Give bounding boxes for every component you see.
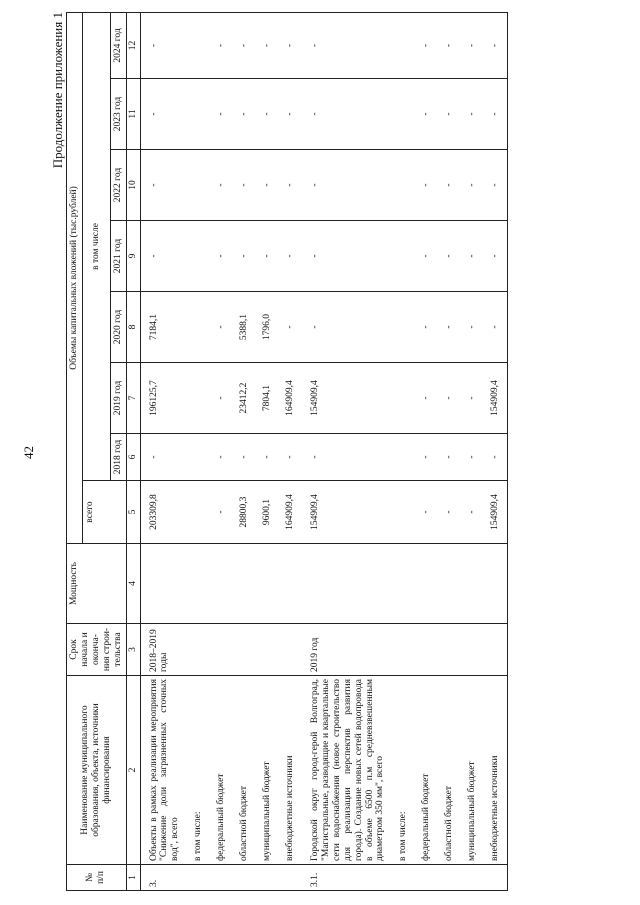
row-total: 203309,8	[140, 481, 187, 544]
page-number: 42	[21, 446, 36, 459]
row-year-value: 154909,4	[484, 363, 507, 434]
row-year-value: -	[279, 292, 302, 363]
table-body	[140, 12, 507, 890]
header-year: 2019 год	[110, 363, 126, 434]
row-year-value: -	[279, 79, 302, 150]
row-capacity	[187, 544, 210, 624]
row-term	[438, 624, 461, 676]
row-year-value	[392, 12, 415, 78]
row-term	[187, 624, 210, 676]
row-year-value: -	[302, 150, 392, 221]
row-name: муниципальный бюджет	[461, 676, 484, 865]
row-capacity	[392, 544, 415, 624]
row-year-value: -	[210, 150, 233, 221]
row-name: областной бюджет	[233, 676, 256, 865]
header-year: 2018 год	[110, 434, 126, 481]
row-year-value	[187, 221, 210, 292]
column-number: 7	[126, 363, 140, 434]
row-year-value: -	[438, 79, 461, 150]
column-number: 12	[126, 12, 140, 78]
header-name: Наименование муниципального образования, объекта, источники финансирования	[67, 676, 127, 865]
column-number: 2	[126, 676, 140, 865]
header-row-1	[67, 12, 83, 890]
row-year-value: -	[484, 221, 507, 292]
table-row	[484, 12, 507, 890]
row-year-value	[392, 221, 415, 292]
row-year-value: 5388,1	[233, 292, 256, 363]
row-name: внебюджетные источники	[279, 676, 302, 865]
row-year-value: -	[302, 434, 392, 481]
column-number: 3	[126, 624, 140, 676]
row-year-value: -	[140, 434, 187, 481]
row-year-value	[392, 363, 415, 434]
row-year-value: -	[210, 363, 233, 434]
row-year-value	[392, 150, 415, 221]
row-year-value: -	[210, 292, 233, 363]
row-total: -	[438, 481, 461, 544]
row-year-value	[392, 79, 415, 150]
row-name: Городской округ город-герой Волгоград, "Магистральные, разводящие и квартальные сети водоснабжения (новое строительство для реализации перспектив развития города). Создание новых сетей водопровода в объеме 6500 п.м средневзвешенным диаметром 350 мм", всего	[302, 676, 392, 865]
column-number: 10	[126, 150, 140, 221]
row-year-value: -	[256, 79, 279, 150]
row-term	[210, 624, 233, 676]
row-name: областной бюджет	[438, 676, 461, 865]
header-year: 2022 год	[110, 150, 126, 221]
row-total: -	[210, 481, 233, 544]
row-year-value: -	[438, 292, 461, 363]
row-year-value: -	[140, 12, 187, 78]
row-number	[438, 865, 461, 891]
row-number	[187, 865, 210, 891]
row-year-value: -	[461, 79, 484, 150]
row-year-value: -	[210, 12, 233, 78]
row-year-value: 23412,2	[233, 363, 256, 434]
table-row	[210, 12, 233, 890]
capital-investment-table	[66, 12, 508, 891]
row-year-value: 7184,1	[140, 292, 187, 363]
table-row	[187, 12, 210, 890]
row-year-value: 7804,1	[256, 363, 279, 434]
row-year-value: -	[233, 434, 256, 481]
row-number	[279, 865, 302, 891]
row-year-value	[187, 434, 210, 481]
column-number: 11	[126, 79, 140, 150]
table-row	[302, 12, 392, 890]
row-year-value: -	[415, 292, 438, 363]
row-term	[279, 624, 302, 676]
row-number	[233, 865, 256, 891]
row-term: 2019 год	[302, 624, 392, 676]
row-year-value: -	[302, 79, 392, 150]
row-year-value: -	[233, 150, 256, 221]
table-row	[256, 12, 279, 890]
row-year-value: -	[256, 12, 279, 78]
row-number	[256, 865, 279, 891]
row-year-value: -	[438, 363, 461, 434]
row-name: федеральный бюджет	[210, 676, 233, 865]
column-number: 6	[126, 434, 140, 481]
row-name: в том числе:	[392, 676, 415, 865]
table-row	[438, 12, 461, 890]
row-total: 164909,4	[279, 481, 302, 544]
column-number: 8	[126, 292, 140, 363]
row-number: 3.1.	[302, 865, 392, 891]
table-row	[461, 12, 484, 890]
row-total	[187, 481, 210, 544]
row-name: внебюджетные источники	[484, 676, 507, 865]
table-row	[233, 12, 256, 890]
row-year-value: -	[461, 363, 484, 434]
row-number	[210, 865, 233, 891]
row-number: 3.	[140, 865, 187, 891]
row-year-value: -	[256, 434, 279, 481]
header-incl: в том числе	[82, 12, 110, 480]
row-year-value	[187, 292, 210, 363]
row-year-value: -	[140, 79, 187, 150]
row-term	[415, 624, 438, 676]
row-year-value: -	[461, 150, 484, 221]
row-name: федеральный бюджет	[415, 676, 438, 865]
row-capacity	[461, 544, 484, 624]
row-year-value: -	[484, 12, 507, 78]
column-number: 5	[126, 481, 140, 544]
row-total: 9600,1	[256, 481, 279, 544]
column-number: 9	[126, 221, 140, 292]
header-term: Срок начала и оконча- ния строи- тельства	[67, 624, 127, 676]
row-capacity	[415, 544, 438, 624]
row-year-value: -	[484, 79, 507, 150]
row-year-value: 164909,4	[279, 363, 302, 434]
row-year-value: -	[302, 221, 392, 292]
row-total	[392, 481, 415, 544]
row-number	[484, 865, 507, 891]
table-row	[415, 12, 438, 890]
row-year-value: -	[461, 434, 484, 481]
row-year-value: 196125,7	[140, 363, 187, 434]
row-year-value	[187, 79, 210, 150]
row-capacity	[140, 544, 187, 624]
row-number	[461, 865, 484, 891]
header-total: всего	[82, 481, 126, 544]
row-capacity	[210, 544, 233, 624]
header-year: 2023 год	[110, 79, 126, 150]
row-term	[233, 624, 256, 676]
row-year-value: -	[140, 221, 187, 292]
row-total: 154909,4	[302, 481, 392, 544]
row-year-value: -	[415, 363, 438, 434]
column-number: 4	[126, 544, 140, 624]
row-year-value: -	[438, 12, 461, 78]
row-year-value	[187, 12, 210, 78]
table-subtitle: Продолжение приложения 1	[50, 12, 65, 169]
row-year-value	[187, 150, 210, 221]
row-year-value: -	[484, 292, 507, 363]
table-row	[279, 12, 302, 890]
row-year-value: -	[415, 221, 438, 292]
header-year: 2021 год	[110, 221, 126, 292]
row-year-value: -	[484, 150, 507, 221]
row-capacity	[256, 544, 279, 624]
row-number	[415, 865, 438, 891]
row-year-value: -	[415, 12, 438, 78]
row-total: 28800,3	[233, 481, 256, 544]
row-term: 2018–2019 годы	[140, 624, 187, 676]
row-year-value	[187, 363, 210, 434]
row-year-value	[392, 292, 415, 363]
row-year-value: -	[415, 79, 438, 150]
row-year-value: -	[279, 12, 302, 78]
table-row	[140, 12, 187, 890]
row-number	[392, 865, 415, 891]
row-name: в том числе:	[187, 676, 210, 865]
row-term	[392, 624, 415, 676]
row-term	[256, 624, 279, 676]
row-year-value: -	[461, 221, 484, 292]
row-year-value: -	[233, 79, 256, 150]
row-year-value: -	[438, 434, 461, 481]
row-total: -	[415, 481, 438, 544]
row-year-value: -	[302, 12, 392, 78]
header-year: 2020 год	[110, 292, 126, 363]
row-year-value: -	[233, 221, 256, 292]
header-capacity: Мощность	[67, 544, 127, 624]
row-year-value: -	[256, 221, 279, 292]
row-year-value: 1796,0	[256, 292, 279, 363]
row-year-value: -	[461, 292, 484, 363]
column-numbers-row	[126, 12, 140, 890]
row-capacity	[233, 544, 256, 624]
row-year-value: -	[438, 150, 461, 221]
row-year-value: -	[279, 221, 302, 292]
row-year-value: -	[210, 434, 233, 481]
row-year-value: -	[415, 150, 438, 221]
row-term	[484, 624, 507, 676]
row-term	[461, 624, 484, 676]
row-capacity	[438, 544, 461, 624]
table-row	[392, 12, 415, 890]
row-year-value: -	[415, 434, 438, 481]
row-name: Объекты в рамках реализации мероприятия "Снижение доли загрязненных сточных вод", всего	[140, 676, 187, 865]
row-year-value: -	[484, 434, 507, 481]
row-year-value: -	[438, 221, 461, 292]
row-name: муниципальный бюджет	[256, 676, 279, 865]
column-number: 1	[126, 865, 140, 891]
row-year-value: -	[461, 12, 484, 78]
header-no: № п/п	[67, 865, 127, 891]
row-capacity	[302, 544, 392, 624]
row-year-value: -	[233, 12, 256, 78]
row-year-value	[392, 434, 415, 481]
row-year-value: -	[279, 434, 302, 481]
row-year-value: 154909,4	[302, 363, 392, 434]
header-year: 2024 год	[110, 12, 126, 78]
row-year-value: -	[140, 150, 187, 221]
row-capacity	[279, 544, 302, 624]
row-year-value: -	[210, 79, 233, 150]
row-total: 154909,4	[484, 481, 507, 544]
row-capacity	[484, 544, 507, 624]
row-total: -	[461, 481, 484, 544]
row-year-value: -	[210, 221, 233, 292]
row-year-value: -	[302, 292, 392, 363]
row-year-value: -	[279, 150, 302, 221]
row-year-value: -	[256, 150, 279, 221]
header-volume: Объемы капитальных вложений (тыс.рублей)	[67, 12, 83, 543]
